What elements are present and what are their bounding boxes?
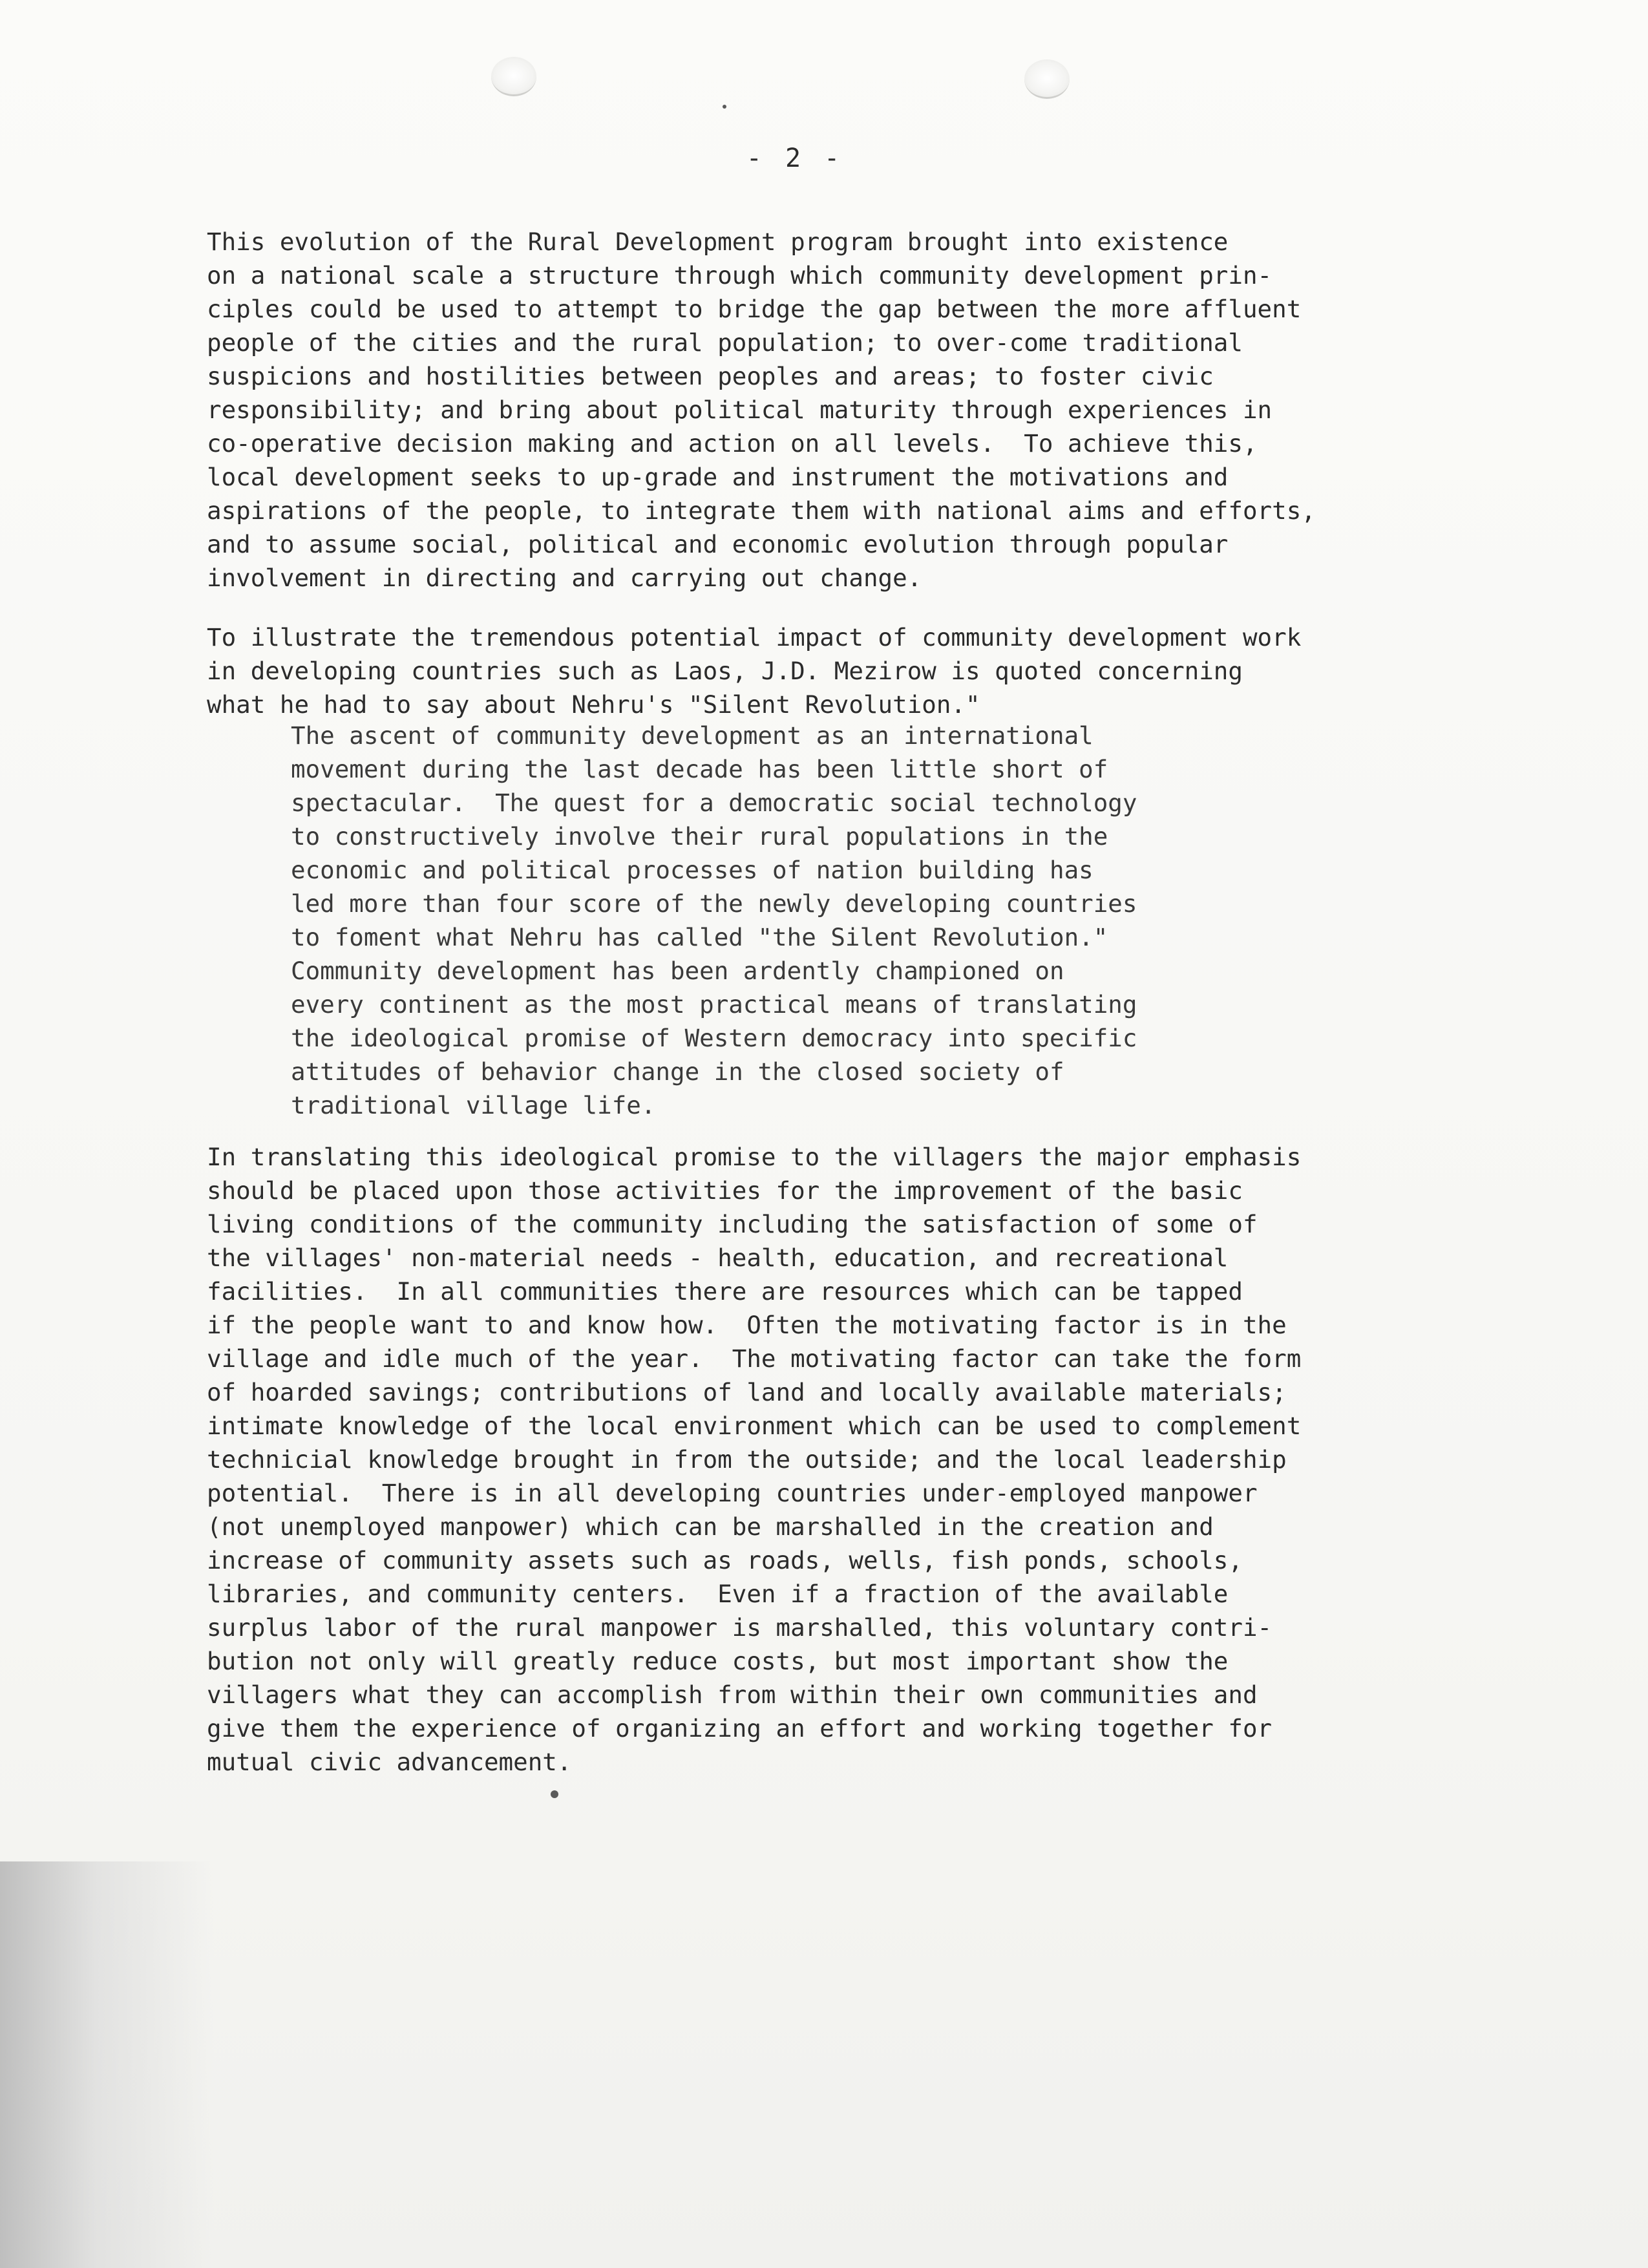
ink-speck — [551, 1790, 558, 1798]
paragraph-illustrate-impact: To illustrate the tremendous potential impact of community development work in developing countries such as Laos, J.D. Mezirow is quoted concerning what he had to say about Nehru's "Silent Revolution." — [207, 623, 1302, 719]
paragraph-translating-promise: In translating this ideological promise to the villagers the major emphasis should be placed upon those activities for the improvement of the basic living conditions of the community including the satisfaction of some of the villages' non-material needs - health, education, and recreational facilities. In all communities there are resources which can be tapped if the people want to and know how. Often the motivating factor is in the village and idle much of the year. The motivating factor can take the form of hoarded savings; contributions of land and locally available materials; intimate knowledge of the local environment which can be used to complement technicial knowledge brought in from the outside; and the local leadership potential. There is in all developing countries under-employed manpower (not unemployed manpower) which can be marshalled in the creation and increase of community assets such as roads, wells, fish ponds, schools, libraries, and community centers. Even if a fraction of the available surplus labor of the rural manpower is marshalled, this voluntary contri- bution not only will greatly reduce costs, but most important show the villagers what they can accomplish from within their own communities and give them the experience of organizing an effort and working together for mutual civic advancement. — [207, 1143, 1302, 1776]
scan-shadow — [0, 1861, 213, 2268]
punch-hole-right — [1024, 59, 1070, 99]
paragraph-rural-development: This evolution of the Rural Development program brought into existence on a national scale a structure through which community development prin- ciples could be used to attempt to bridge the gap between the more affluent people of the cities and the rural population; to over-come traditional suspicions and hostilities between peoples and areas; to foster civic responsibility; and bring about political maturity through experiences in co-operative decision making and action on all levels. To achieve this, local development seeks to up-grade and instrument the motivations and aspirations of the people, to integrate them with national aims and efforts, and to assume social, political and economic evolution through popular involvement in directing and carrying out change. — [207, 228, 1316, 592]
punch-hole-left — [491, 57, 536, 96]
block-quote-mezirow: The ascent of community development as an international movement during the last decade has been little short of spectacular. The quest for a democratic social technology to constructively involve their rural populations in the economic and political processes of nation building has led more than four score of the newly developing countries to foment what Nehru has called "the Silent Revolution." Community development has been ardently championed on every continent as the most practical means of translating the ideological promise of Western democracy into specific attitudes of behavior change in the closed society of traditional village life. — [291, 721, 1137, 1119]
ink-speck — [723, 105, 726, 109]
page-number: - 2 - — [746, 143, 844, 173]
